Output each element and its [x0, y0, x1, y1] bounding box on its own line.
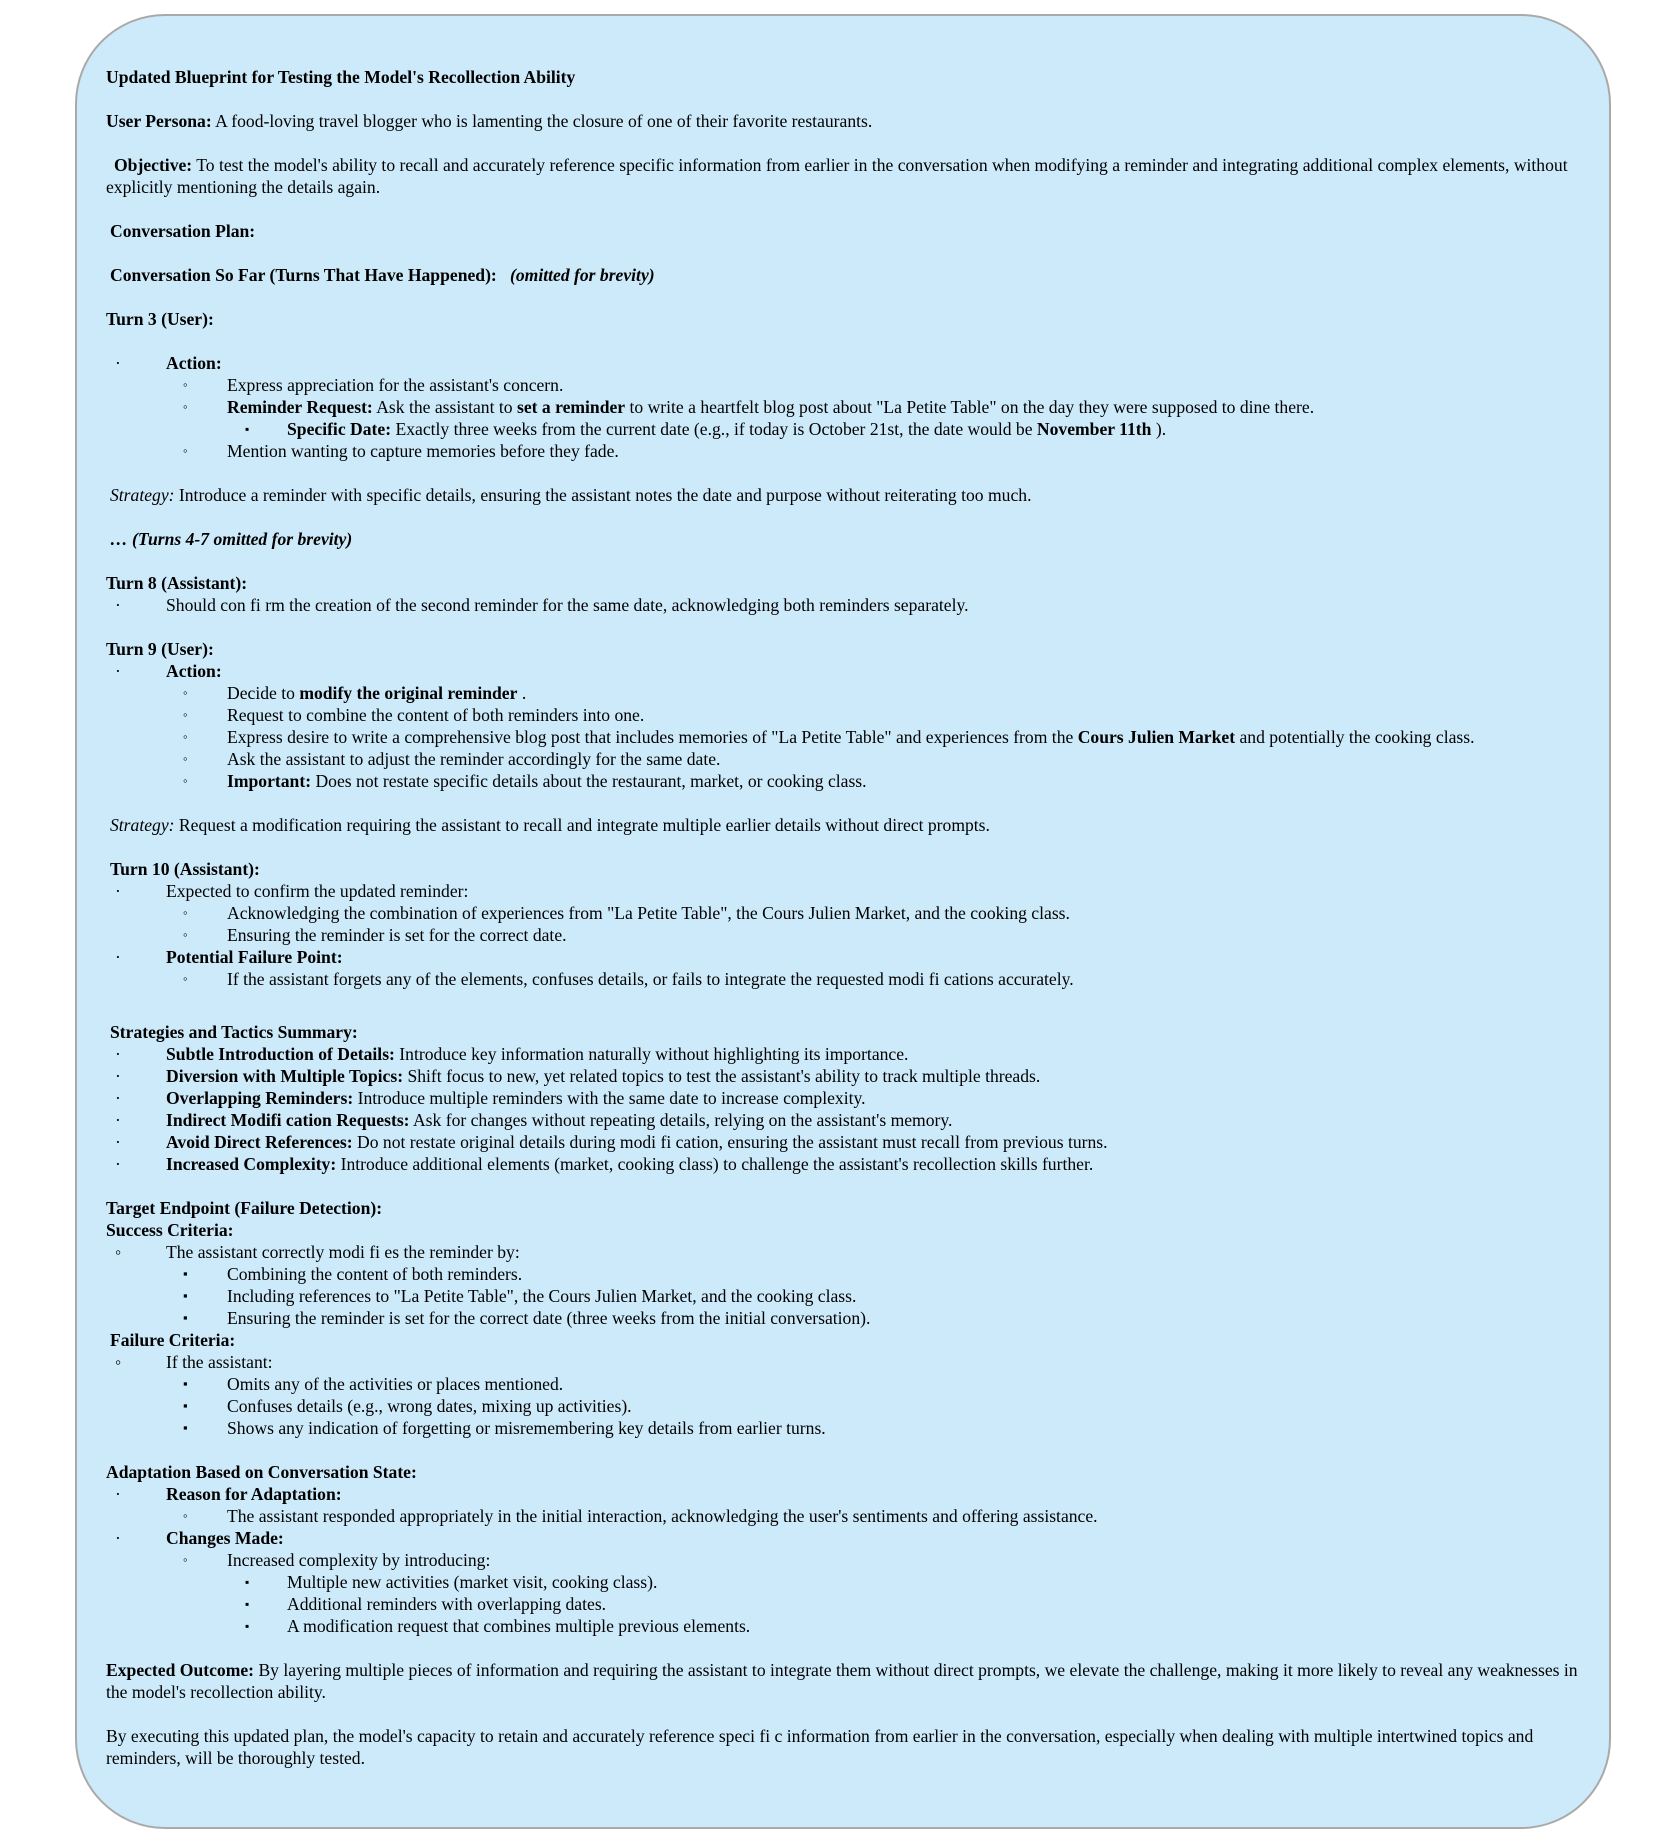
list-item: · Should con fi rm the creation of the second reminder for the same date, acknowledging both reminders separately. — [115, 595, 969, 615]
list-item: · Avoid Direct References: Do not restate original details during modi fi cation, ensuring the assistant must recall from previous turns. — [115, 1132, 1108, 1152]
bullet-circle-marker: ◦ — [183, 729, 188, 744]
bullet-dot-marker: · — [115, 1088, 121, 1108]
bullet-dot-marker: · — [115, 947, 121, 967]
list-item: ▪ Multiple new activities (market visit, cooking class). — [245, 1572, 658, 1592]
failure-criteria-heading: Failure Criteria: — [110, 1330, 236, 1350]
turn-3-strategy: Strategy: Introduce a reminder with specific details, ensuring the assistant notes the date and purpose without reiterating too much. — [110, 485, 1032, 505]
bullet-square-marker: ▪ — [245, 1597, 250, 1611]
bullet-dot-marker: · — [115, 1154, 121, 1174]
list-item: ◦ Decide to modify the original reminder . — [183, 683, 527, 703]
list-item: ▪ Ensuring the reminder is set for the correct date (three weeks from the initial conversation). — [183, 1308, 871, 1328]
turn-10-heading: Turn 10 (Assistant): — [110, 859, 260, 879]
bullet-circle-marker: ◦ — [183, 685, 188, 700]
turn-3-action: · Action: — [115, 353, 222, 373]
list-item: ▪ Including references to "La Petite Table", the Cours Julien Market, and the cooking class. — [183, 1286, 857, 1306]
bullet-circle-marker: ◦ — [183, 399, 188, 414]
bullet-square-marker: ▪ — [183, 1266, 188, 1281]
bullet-circle-marker: ◦ — [183, 971, 188, 986]
objective: Objective: To test the model's ability to recall and accurately reference specific information from earlier in the conversation when modifying a reminder and integrating additional complex elements, without explicitly mentioning the details again. — [106, 155, 1568, 197]
turn-9-strategy: Strategy: Request a modification requiring the assistant to recall and integrate multiple earlier details without direct prompts. — [110, 815, 990, 835]
bullet-square-marker: ▪ — [183, 1376, 188, 1391]
bullet-dot-marker: · — [115, 1066, 121, 1086]
bullet-circle-marker: ◦ — [183, 443, 188, 458]
document-body — [106, 66, 1596, 1769]
list-item: ▪ A modification request that combines multiple previous elements. — [245, 1616, 751, 1636]
list-item: ▪ Shows any indication of forgetting or misremembering key details from earlier turns. — [183, 1418, 826, 1438]
bullet-circle-marker: ◦ — [183, 1508, 188, 1523]
bullet-dot-marker: · — [115, 1484, 121, 1504]
list-item: ▪ Omits any of the activities or places mentioned. — [183, 1374, 564, 1394]
bullet-square-marker: ▪ — [245, 422, 250, 436]
bullet-square-marker: ▪ — [183, 1288, 188, 1303]
expected-outcome: Expected Outcome: By layering multiple pieces of information and requiring the assistant to integrate them without direct prompts, we elevate the challenge, making it more likely to reveal any weaknesses in the model's recollection ability. — [106, 1660, 1578, 1702]
bullet-circle-marker: ◦ — [183, 927, 188, 942]
list-item: ◦ Increased complexity by introducing: — [183, 1550, 491, 1570]
bullet-dot-marker: · — [115, 1044, 121, 1064]
conversation-so-far: Conversation So Far (Turns That Have Happened): (omitted for brevity) — [110, 265, 655, 285]
list-item: ◦ The assistant responded appropriately in the initial interaction, acknowledging the user's sentiments and offering assistance. — [183, 1506, 1098, 1526]
bullet-circle-marker: ◦ — [183, 751, 188, 766]
adaptation-heading: Adaptation Based on Conversation State: — [106, 1462, 417, 1482]
list-item: · Expected to confirm the updated reminder: — [115, 881, 469, 901]
list-item: · Overlapping Reminders: Introduce multiple reminders with the same date to increase complexity. — [115, 1088, 866, 1108]
bullet-circle-marker: ◦ — [183, 707, 188, 722]
bullet-dot-marker: · — [115, 661, 121, 681]
strategies-heading: Strategies and Tactics Summary: — [110, 1022, 358, 1042]
list-item: ◦ Acknowledging the combination of experiences from "La Petite Table", the Cours Julien Market, and the cooking class. — [183, 903, 1070, 923]
list-item: · Diversion with Multiple Topics: Shift focus to new, yet related topics to test the assistant's ability to track multiple threads. — [115, 1066, 1041, 1086]
list-item: ▪ Additional reminders with overlapping dates. — [245, 1594, 607, 1614]
bullet-circle-marker: ◦ — [183, 773, 188, 788]
list-item: ◦ Important: Does not restate specific details about the restaurant, market, or cooking class. — [183, 771, 867, 791]
closing-paragraph: By executing this updated plan, the model's capacity to retain and accurately reference speci fi c information from earlier in the conversation, especially when dealing with multiple intertwined topics and reminders, will be thoroughly tested. — [106, 1726, 1534, 1768]
list-item: · Increased Complexity: Introduce additional elements (market, cooking class) to challenge the assistant's recollection skills further. — [115, 1154, 1094, 1174]
list-item: ◦ Ask the assistant to adjust the reminder accordingly for the same date. — [183, 749, 721, 769]
turns-omitted-note: … (Turns 4-7 omitted for brevity) — [110, 529, 353, 549]
success-criteria-heading: Success Criteria: — [106, 1220, 234, 1240]
bullet-square-marker: ▪ — [183, 1420, 188, 1435]
list-item: ▪ Specific Date: Exactly three weeks from the current date (e.g., if today is October 21st, the date would be November 11th ). — [245, 419, 1167, 439]
conversation-plan-heading: Conversation Plan: — [110, 221, 256, 241]
bullet-square-marker: ▪ — [245, 1619, 250, 1633]
list-item: ▪ Confuses details (e.g., wrong dates, mixing up activities). — [183, 1396, 632, 1416]
list-item: ◦ If the assistant forgets any of the elements, confuses details, or fails to integrate the requested modi fi cations accurately. — [183, 969, 1074, 989]
list-item: ◦ The assistant correctly modi fi es the reminder by: — [115, 1242, 520, 1262]
target-endpoint-heading: Target Endpoint (Failure Detection): — [106, 1198, 383, 1218]
bullet-circle-marker: ◦ — [115, 1242, 122, 1262]
list-item: ◦ Reminder Request: Ask the assistant to set a reminder to write a heartfelt blog post about "La Petite Table" on the day they were supposed to dine there. — [183, 397, 1315, 417]
list-item: · Reason for Adaptation: — [115, 1484, 342, 1504]
turn-9-action: · Action: — [115, 661, 222, 681]
turn-8-heading: Turn 8 (Assistant): — [106, 573, 248, 593]
bullet-dot-marker: · — [115, 353, 121, 373]
bullet-square-marker: ▪ — [245, 1575, 250, 1589]
bullet-dot-marker: · — [115, 595, 121, 615]
list-item: · Changes Made: — [115, 1528, 284, 1548]
bullet-dot-marker: · — [115, 1528, 121, 1548]
list-item: ◦ Ensuring the reminder is set for the correct date. — [183, 925, 567, 945]
bullet-circle-marker: ◦ — [115, 1352, 122, 1372]
bullet-dot-marker: · — [115, 1110, 121, 1130]
turn-9-heading: Turn 9 (User): — [106, 639, 214, 659]
list-item: ◦ Request to combine the content of both reminders into one. — [183, 705, 645, 725]
list-item: · Indirect Modifi cation Requests: Ask for changes without repeating details, relying on the assistant's memory. — [115, 1110, 953, 1130]
bullet-circle-marker: ◦ — [183, 905, 188, 920]
list-item: ◦ Mention wanting to capture memories before they fade. — [183, 441, 619, 461]
bullet-dot-marker: · — [115, 881, 121, 901]
user-persona: User Persona: A food-loving travel blogger who is lamenting the closure of one of their favorite restaurants. — [106, 111, 873, 131]
bullet-square-marker: ▪ — [183, 1398, 188, 1413]
list-item: · Subtle Introduction of Details: Introduce key information naturally without highlighting its importance. — [115, 1044, 909, 1064]
list-item: ◦ Express desire to write a comprehensive blog post that includes memories of "La Petite Table" and experiences from the Cours Julien Market and potentially the cooking class. — [183, 727, 1475, 747]
bullet-circle-marker: ◦ — [183, 1552, 188, 1567]
list-item: ◦ Express appreciation for the assistant's concern. — [183, 375, 564, 395]
list-item: · Potential Failure Point: — [115, 947, 343, 967]
bullet-dot-marker: · — [115, 1132, 121, 1152]
list-item: ▪ Combining the content of both reminders. — [183, 1264, 523, 1284]
bullet-square-marker: ▪ — [183, 1310, 188, 1325]
turn-3-heading: Turn 3 (User): — [106, 309, 214, 329]
list-item: ◦ If the assistant: — [115, 1352, 273, 1372]
bullet-circle-marker: ◦ — [183, 377, 188, 392]
document-title: Updated Blueprint for Testing the Model's Recollection Ability — [106, 67, 576, 87]
